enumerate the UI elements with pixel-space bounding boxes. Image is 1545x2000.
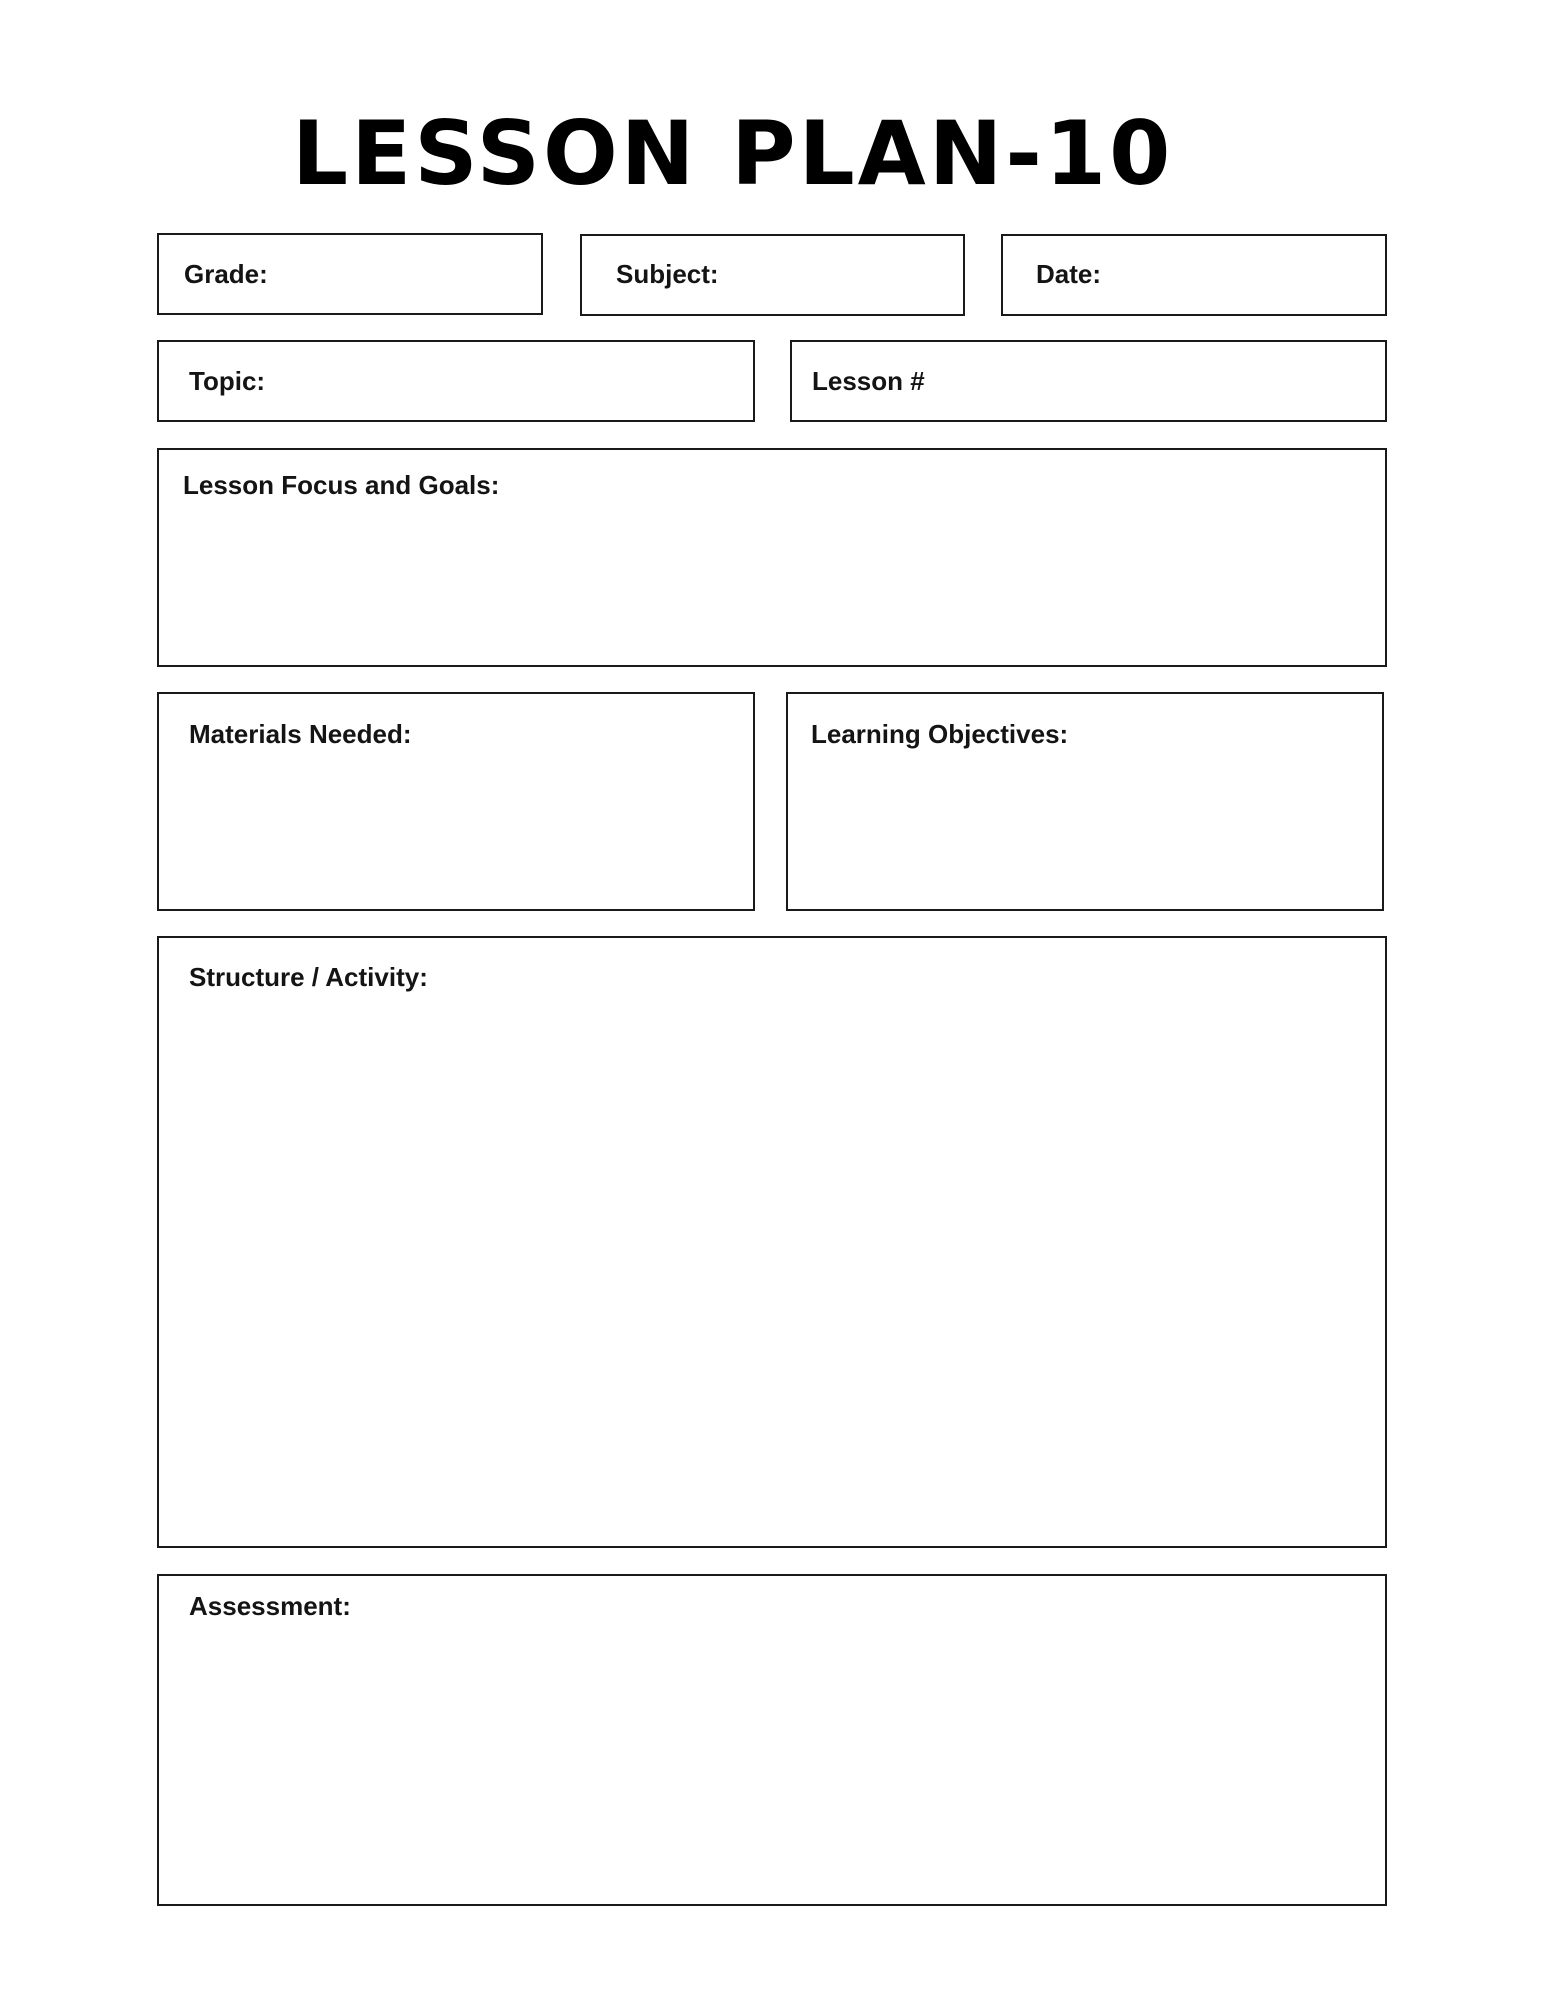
subject-label: Subject:: [616, 259, 719, 289]
focus-goals-label: Lesson Focus and Goals:: [183, 470, 500, 500]
topic-field[interactable]: [157, 340, 755, 422]
structure-activity-label: Structure / Activity:: [189, 962, 428, 992]
subject-field[interactable]: [580, 234, 965, 316]
date-label: Date:: [1036, 259, 1102, 289]
grade-field[interactable]: [157, 233, 543, 315]
objectives-field[interactable]: [786, 692, 1384, 911]
page-title: LESSON PLAN-10: [292, 102, 1174, 205]
assessment-field[interactable]: [157, 1574, 1387, 1906]
lesson-number-field[interactable]: [790, 340, 1387, 422]
objectives-label: Learning Objectives:: [811, 719, 1069, 749]
grade-label: Grade:: [184, 259, 268, 289]
date-field[interactable]: [1001, 234, 1387, 316]
materials-label: Materials Needed:: [189, 719, 412, 749]
structure-activity-field[interactable]: [157, 936, 1387, 1548]
focus-goals-field[interactable]: [157, 448, 1387, 667]
lesson-number-label: Lesson #: [812, 366, 925, 396]
topic-label: Topic:: [189, 366, 266, 396]
assessment-label: Assessment:: [189, 1591, 351, 1621]
materials-field[interactable]: [157, 692, 755, 911]
